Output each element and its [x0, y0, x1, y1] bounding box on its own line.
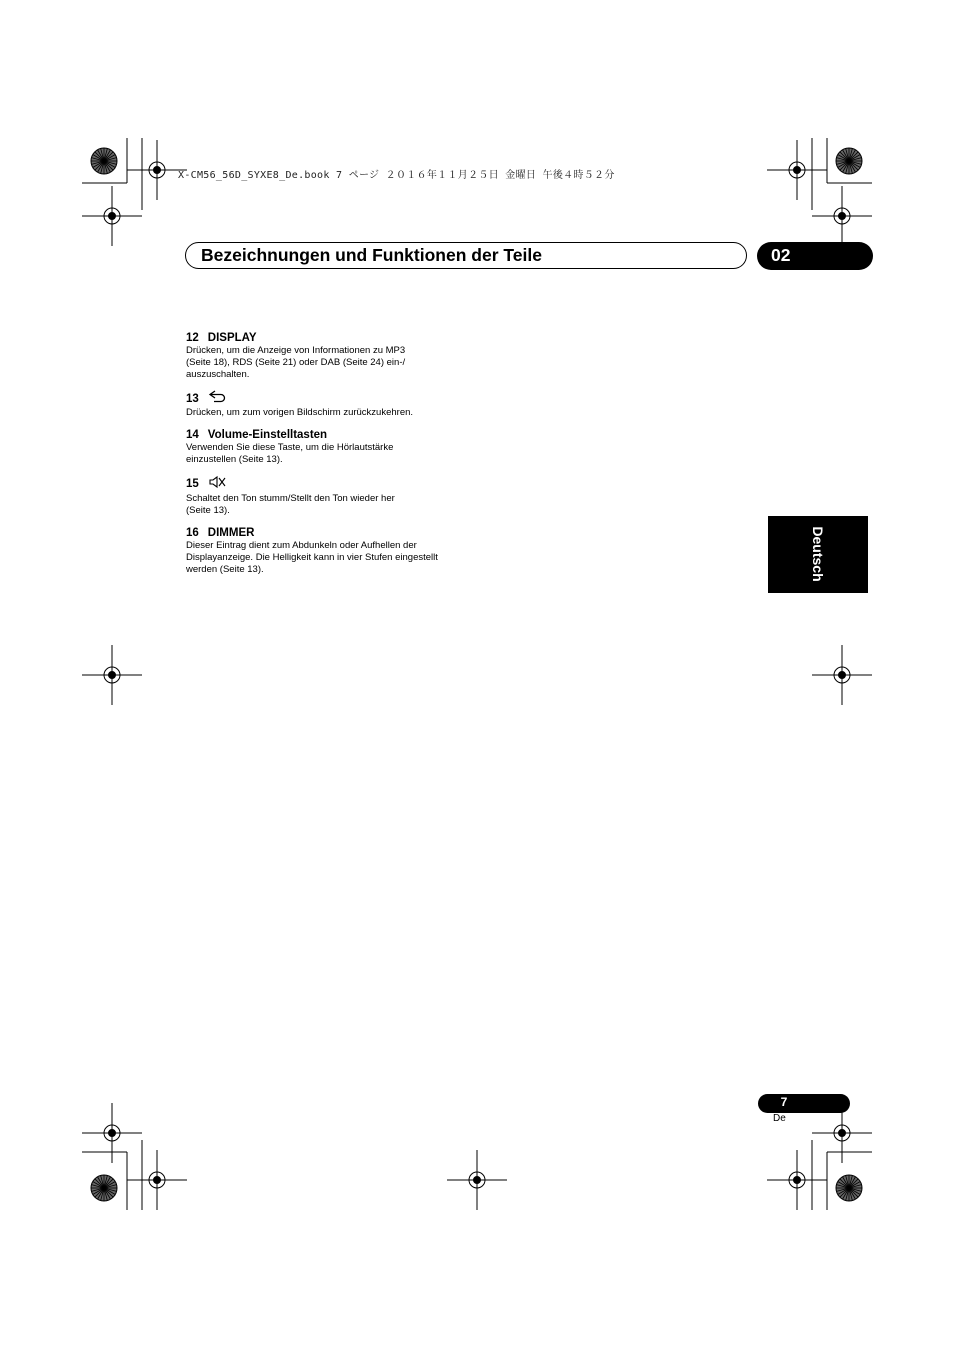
entry-label: DIMMER	[207, 527, 255, 539]
description-line: einzustellen (Seite 13).	[186, 454, 283, 465]
entry-number: 13	[186, 392, 199, 405]
entry-description	[186, 442, 476, 466]
section-title: Bezeichnungen und Funktionen der Teile	[201, 245, 542, 265]
entry-number: 16	[186, 527, 199, 539]
list-item	[186, 331, 476, 381]
registration-mark-icon	[812, 645, 872, 705]
chapter-number: 02	[771, 245, 791, 265]
entry-number: 12	[186, 332, 199, 344]
description-line: Drücken, um die Anzeige von Informationen zu MP3	[186, 345, 406, 356]
list-item	[186, 475, 476, 517]
entry-description	[186, 407, 476, 419]
registration-mark-icon	[82, 645, 142, 705]
language-tab-label: Deutsch	[810, 526, 826, 582]
entry-description	[186, 493, 476, 517]
entry-label: Volume-Einstelltasten	[207, 429, 328, 441]
star-target-icon	[836, 1175, 862, 1201]
entry-description	[186, 540, 476, 576]
list-item	[186, 526, 476, 576]
description-line: Verwenden Sie diese Taste, um die Hörlautstärke	[186, 442, 394, 453]
list-item	[186, 390, 476, 419]
registration-mark-icon	[82, 1103, 142, 1163]
entry-list	[186, 331, 476, 585]
entry-heading	[186, 331, 476, 345]
description-line: Displayanzeige. Die Helligkeit kann in vier Stufen eingestellt	[186, 552, 438, 563]
star-target-icon	[836, 148, 862, 174]
list-item	[186, 428, 476, 466]
print-header: X-CM56_56D_SYXE8_De.book 7 ページ ２０１６年１１月２５日 金曜日 午後４時５２分	[178, 170, 615, 181]
entry-description	[186, 345, 476, 381]
entry-label: DISPLAY	[207, 332, 257, 344]
entry-heading	[186, 526, 476, 540]
description-line: Schaltet den Ton stumm/Stellt den Ton wieder her	[186, 493, 395, 504]
star-target-icon	[91, 1175, 117, 1201]
description-line: Dieser Eintrag dient zum Abdunkeln oder Aufhellen der	[186, 540, 417, 551]
mute-speaker-icon	[208, 475, 228, 493]
description-line: Drücken, um zum vorigen Bildschirm zurückzukehren.	[186, 407, 414, 418]
registration-mark-icon	[812, 186, 872, 246]
registration-mark-icon	[767, 140, 827, 200]
description-line: (Seite 18), RDS (Seite 21) oder DAB (Seite 24) ein-/	[186, 357, 406, 368]
description-line: auszuschalten.	[186, 369, 250, 380]
return-arrow-icon	[208, 390, 228, 407]
entry-number: 14	[186, 429, 199, 441]
page-language: De	[773, 1113, 786, 1124]
registration-mark-icon	[82, 186, 142, 246]
description-line: werden (Seite 13).	[186, 564, 264, 575]
registration-mark-icon	[127, 1150, 187, 1210]
entry-heading	[186, 390, 476, 407]
entry-heading	[186, 475, 476, 493]
page-number: 7	[780, 1095, 788, 1109]
registration-mark-icon	[447, 1150, 507, 1210]
entry-heading	[186, 428, 476, 442]
star-target-icon	[91, 148, 117, 174]
description-line: (Seite 13).	[186, 505, 230, 516]
registration-mark-icon	[767, 1150, 827, 1210]
entry-number: 15	[186, 478, 199, 490]
